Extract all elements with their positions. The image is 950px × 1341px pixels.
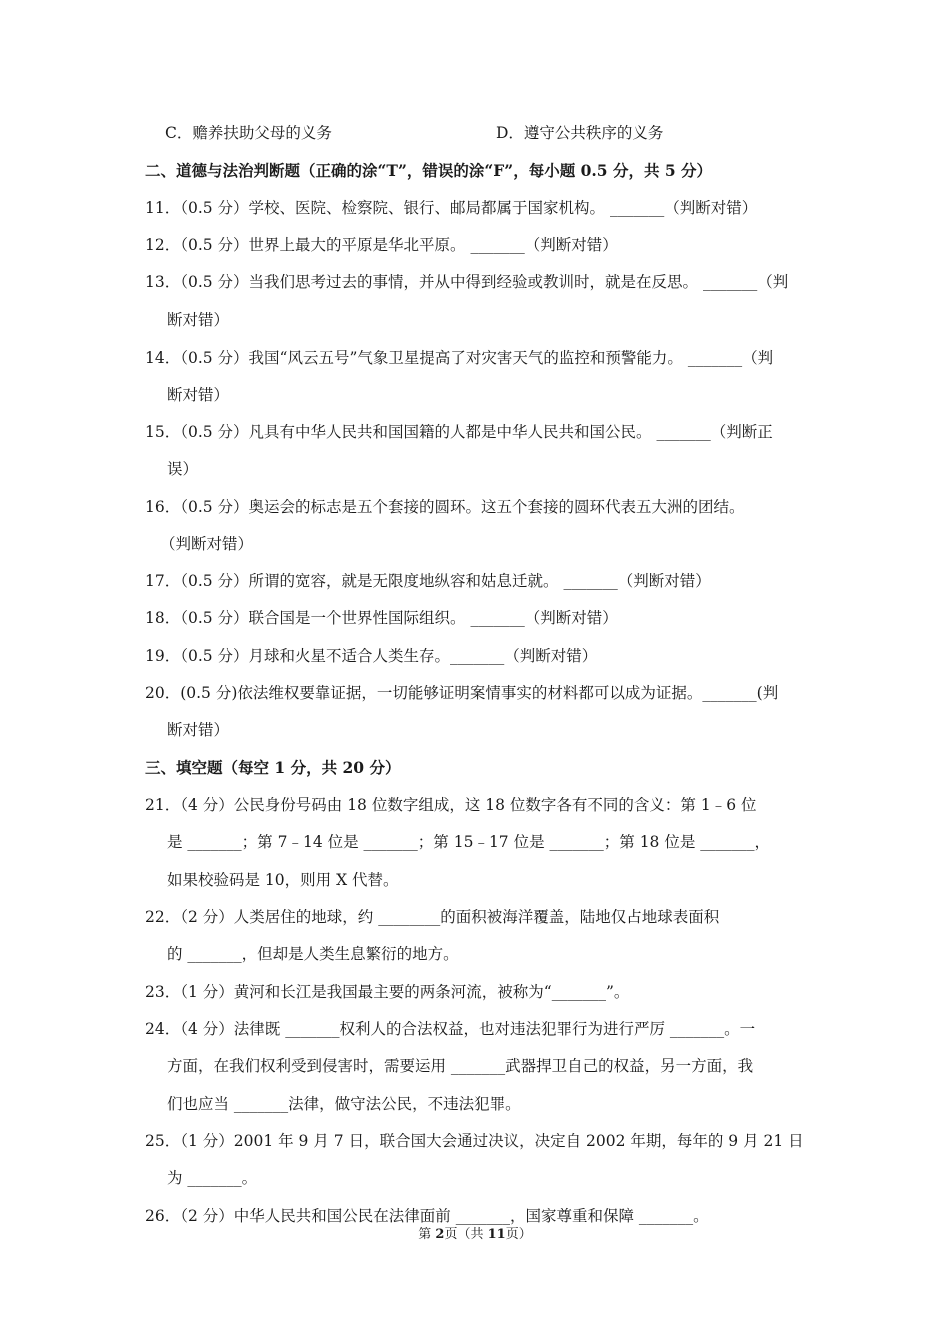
current-page-number: 2 [435,1227,445,1242]
question-19: 19．（0.5 分）月球和火星不适合人类生存。_______（判断对错） [145,647,598,665]
section-3-heading: 三、填空题（每空 1 分，共 20 分） [145,758,401,777]
question-20: 20．(0.5 分)依法维权要靠证据，一切能够证明案情事实的材料都可以成为证据。_______(判 [145,684,779,702]
question-14: 14．（0.5 分）我国“风云五号”气象卫星提高了对灾害天气的监控和预警能力。 _______（判 [145,349,774,367]
question-21: 21．（4 分）公民身份号码由 18 位数字组成，这 18 位数字各有不同的含义：第 1﹣6 位 [145,796,757,814]
question-20-cont: 断对错） [167,721,230,739]
footer-middle: 页（共 [444,1227,488,1242]
question-25-cont: 为 _______。 [167,1169,258,1187]
question-25: 25．（1 分）2001 年 9 月 7 日，联合国大会通过决议，决定自 2002 年期，每年的 9 月 21 日 [145,1132,804,1150]
question-15-cont: 误） [167,460,199,478]
question-16-cont: （判断对错） [160,535,254,553]
question-21-cont-2: 如果校验码是 10，则用 X 代替。 [167,871,399,889]
question-24-cont-1: 方面，在我们权利受到侵害时，需要运用 _______武器捍卫自己的权益，另一方面，我 [167,1057,754,1075]
question-17: 17．（0.5 分）所谓的宽容，就是无限度地纵容和姑息迁就。 _______（判断对错） [145,572,711,590]
question-26: 26．（2 分）中华人民共和国公民在法律面前 _______，国家尊重和保障 _______。 [145,1207,709,1225]
option-c: C．赡养扶助父母的义务 [165,124,332,142]
question-14-cont: 断对错） [167,386,230,404]
question-15: 15．（0.5 分）凡具有中华人民共和国国籍的人都是中华人民共和国公民。 _______（判断正 [145,423,773,441]
question-21-cont-1: 是 _______；第 7﹣14 位是 _______；第 15﹣17 位是 _______；第 18 位是 _______， [167,833,771,851]
question-13: 13．（0.5 分）当我们思考过去的事情，并从中得到经验或教训时，就是在反思。 _______（判 [145,273,789,291]
section-2-heading: 二、道德与法治判断题（正确的涂“T”，错误的涂“F”，每小题 0.5 分，共 5 分） [145,161,713,180]
option-d: D．遵守公共秩序的义务 [496,124,664,142]
question-22: 22．（2 分）人类居住的地球，约 ________的面积被海洋覆盖，陆地仅占地球表面积 [145,908,720,926]
question-22-cont: 的 _______，但却是人类生息繁衍的地方。 [167,945,459,963]
question-11: 11．（0.5 分）学校、医院、检察院、银行、邮局都属于国家机构。 _______（判断对错） [145,199,758,217]
question-23: 23．（1 分）黄河和长江是我国最主要的两条河流，被称为“_______”。 [145,983,630,1001]
footer-prefix: 第 [418,1227,436,1242]
question-24-cont-2: 们也应当 _______法律，做守法公民，不违法犯罪。 [167,1095,521,1113]
question-13-cont: 断对错） [167,311,230,329]
total-pages: 11 [487,1227,506,1242]
question-18: 18．（0.5 分）联合国是一个世界性国际组织。 _______（判断对错） [145,609,618,627]
page-footer [0,1226,950,1244]
question-12: 12．（0.5 分）世界上最大的平原是华北平原。 _______（判断对错） [145,236,618,254]
question-16: 16．（0.5 分）奥运会的标志是五个套接的圆环。这五个套接的圆环代表五大洲的团结。 [145,498,745,516]
footer-suffix: 页） [505,1227,532,1242]
question-24: 24．（4 分）法律既 _______权利人的合法权益，也对违法犯罪行为进行严厉 _______。一 [145,1020,756,1038]
